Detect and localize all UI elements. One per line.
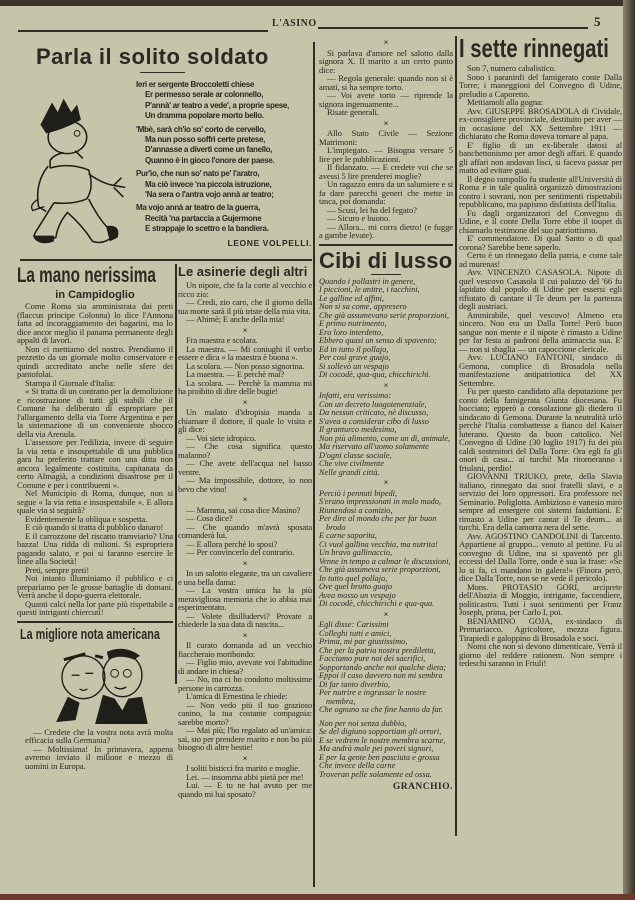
paragraph: Perciò i pennuti bipedi, bbox=[319, 488, 398, 498]
section-rule bbox=[20, 259, 312, 261]
paragraph: Ma andrà male pei poveri signori, bbox=[319, 744, 434, 753]
section-separator: × bbox=[242, 324, 248, 335]
paragraph: E' commendatore. Di qual Santo o di qual corona? Sarebbe bene saperlo. bbox=[459, 233, 622, 252]
paragraph: — La vostra amica ha la più meravigliosa memoria che io abbia mai esperimentato. bbox=[178, 585, 312, 612]
paragraph: Di cocodè, chicchirichi e qua-qua. bbox=[319, 599, 435, 608]
paragraph: Quando i pollastri in genere, bbox=[319, 276, 416, 286]
paragraph: E' figlio di un ex-liberale datosi al banchettonismo per amor degli affari. E quando gli affari non andavan lisci, si faceva passar per matto ad evitare guai. bbox=[459, 139, 622, 175]
poem-line: Er permesso serale ar colonnello, bbox=[145, 90, 264, 100]
column-three bbox=[319, 36, 453, 793]
paragraph: Stampa il Giornale d'Italia: bbox=[25, 377, 116, 388]
column-rule bbox=[313, 42, 315, 887]
paragraph: Si sollevò un vespajo bbox=[319, 361, 389, 371]
paragraph: — Scusi, lei ha del fegato? bbox=[327, 204, 417, 215]
paragraph: In tutto quel pollajo, bbox=[319, 573, 388, 583]
paragraph: Ed in tutto il pollajo, bbox=[319, 344, 389, 354]
paragraph: Mons. PROTASIO GORI, arciprete dell'Abazia di Moggio, intrigante, faccendiere, politicastro. Tutti i suoi sentimenti per Franz Joseph, prima, per Carlo I, poi. bbox=[459, 581, 622, 617]
paragraph: Che ognuno sa che fine hanno da far. bbox=[319, 705, 443, 714]
cartoon-two-men bbox=[45, 646, 155, 726]
paragraph: BENIAMINO GOJA, ex-sindaco di Premariacco. Agricoltore, mezza figura. Tirapiedi e galoppino di Brosadola e soci. bbox=[459, 615, 622, 643]
page-bottom-edge bbox=[0, 894, 635, 900]
article-title: Le asinerie degli altri bbox=[178, 264, 308, 279]
poem-author: LEONE VOLPELLI. bbox=[227, 237, 312, 248]
article-cibi-di-lusso bbox=[319, 249, 453, 794]
paragraph: — No, ma ci ho condotto moltissime persone in carrozza. bbox=[178, 674, 312, 693]
page-binding-edge bbox=[623, 0, 635, 900]
paragraph: Infatti, era verissimo: bbox=[319, 391, 392, 400]
header-rule-left bbox=[18, 30, 268, 32]
paragraph: Fu dagli organizzatori del Convegno di Udine, e il conte Della Torre ebbe il toupet di chiamarlo testimone del suo patriottismo. bbox=[459, 207, 622, 235]
paragraph: Ci vuol gallina vecchia, ma nutrita! bbox=[319, 539, 438, 549]
section-rule bbox=[17, 621, 173, 623]
poem-stanza bbox=[136, 203, 312, 234]
poem-line: Ma ciò invece 'na piccola istruzione, bbox=[145, 179, 272, 189]
section-separator: × bbox=[242, 557, 248, 568]
paragraph: Il fidanzato. — E credete voi che se avessi 5 lire prenderei moglie? bbox=[319, 162, 453, 181]
paragraph: S'avea a considerar cibo di lusso bbox=[319, 416, 429, 426]
article-title: La migliore nota americana bbox=[20, 625, 160, 643]
paragraph: Fu per questo candidato alla deputazione per conto della famigerata Giunta diocesana. Fu bocciato; epperò a consolazione gli diedero il sindacato di Gemona. Durante la neutralità urlò perchè l'Italia combattesse a fianco del Kaiser luterano. Questo da buon cattolico. Nel Convegno di Udine (30 luglio 1917) fu dei più caldi sostenitori del Dalla Torre. Ora egli fa gli onori di casa... ai turchi! Ma ritorneranno i friulani, perdio! bbox=[459, 386, 622, 473]
section-separator: × bbox=[383, 37, 389, 47]
section-separator: × bbox=[242, 396, 248, 407]
poem-line: E strappaje lo scettro e la bandiera. bbox=[145, 224, 269, 234]
article-title: I sette rinnegati bbox=[459, 33, 609, 63]
paragraph: Il degno rampollo fu studente all'Università di Roma e in tale qualità organizzò dimostrazioni contro i sovrani, non per sentimenti rispettabili repubblicano, ma papismo disfattista dell'Italia. bbox=[459, 173, 622, 209]
paragraph: In un salotto elegante, tra un cavaliere e una bella dama: bbox=[178, 568, 312, 587]
poem-stanza bbox=[136, 80, 312, 122]
poem-stanzas bbox=[136, 80, 312, 235]
header-rule-right bbox=[318, 27, 588, 29]
article-mano-nerissima bbox=[17, 264, 173, 617]
paragraph: Mettiamoli alla gogna: bbox=[467, 97, 544, 107]
paragraph: Egli disse: Carissimi bbox=[319, 620, 389, 629]
article-body bbox=[178, 281, 312, 798]
paragraph: L'assessore per l'edilizia, invece di seguire la via retta e insospettabile di una pubblica gara ha preferito trattare con una ditta non ancora legalmente costituita, capitanata da certo Almagià, a condizioni disastrose per il Comune e per i contribuenti ». bbox=[17, 437, 173, 490]
paragraph: — Credete che la vostra nota avrà molta efficacia sulla Germania? bbox=[25, 726, 173, 745]
paragraph: Non si sa come, appresero bbox=[319, 302, 407, 311]
paragraph: Che già assumeva serie proporzioni, bbox=[319, 565, 441, 574]
paragraph: E il carrozzone del riscatto tramviario? Una bazza! Una ridda di milioni. Si espropriera pagando salato, e poi si faranno esercire le linee alla Società! bbox=[17, 530, 173, 566]
paragraph: Avv. AGOSTINO CANDOLINI di Tarcento. Appartiene al gruppo... venuto al pettine. Fu al convegno di Udine, ma si spaventò per gli eccessi del Dalla Torre, onde è sua la frase: «Se lo si fa, ci mandano in galera!» (Finora però, dice Dalla Torre, non se ne vede il pericolo). bbox=[459, 530, 622, 583]
paragraph: Avv. GIUSEPPE BROSADOLA di Cividale, ex-consigliere provinciale, destituito per aver — in occasione del XX Settembre 1911 — dichiarato che Roma doveva tornare al papa. bbox=[459, 105, 622, 141]
paragraph: La maestra. — Mi coniughi il verbo essere e dica « la maestra è buona ». bbox=[178, 343, 312, 362]
paragraph: Ammirabile, quel vescovo! Almeno era sincero. Non era un Dalla Torre! Però buon sangue non mente e il nipote è rimasto a Udine per far festa ai padroni della animaccia sua. E' — non si sbaglia — un capoccione clericale. bbox=[459, 309, 622, 354]
paragraph: La maestra. — E perchè mai? bbox=[186, 369, 285, 379]
paragraph: Non per noi senza dubbio, bbox=[319, 718, 407, 728]
paragraph: — Moltissima! In primavera, appena avremo inviato il milione e mezzo di uomini in Europa. bbox=[25, 743, 173, 771]
paragraph: E per la gente ben pasciuta e grossa bbox=[319, 752, 440, 762]
paragraph: Si parlava d'amore nel salotto dalla signora X. Il marito a un certo punto dice: bbox=[319, 47, 453, 75]
article-body bbox=[17, 302, 173, 617]
paragraph: Di cocodè, qua-qua, chicchirichi. bbox=[319, 370, 431, 379]
paragraph: Per nutrire e ingrassar le nostre membra, bbox=[319, 688, 427, 706]
poem-body bbox=[319, 278, 453, 780]
section-separator: × bbox=[383, 478, 389, 487]
paragraph: — Ahimè; E anche della mia! bbox=[186, 314, 285, 324]
column-rule bbox=[175, 264, 177, 684]
section-separator: × bbox=[383, 609, 389, 619]
paragraph: Che vive civilmente bbox=[319, 459, 384, 468]
paragraph: GIOVANNI TRIUKO, prete, della Slavia italiano, rinnegato dai suoi fratelli slavi, e a servizio dei loro oppressori. Era professore nel Seminario. Poliglotta. Ambizioso e vanesio mirò sempre ad emergere coi sistemi faiduttiani. E' rimasto a Udine per cantar il Te deum... ai turchi. Era della camorra nera del sette. bbox=[459, 471, 622, 532]
paragraph: Un nipote, che fa la corte al vecchio e ricco zio: bbox=[178, 280, 312, 299]
article-title: Cibi di lusso bbox=[319, 247, 453, 273]
poem-line: 'Na sera o l'antra vojo annà ar teatro; bbox=[145, 190, 274, 200]
soldier-illustration bbox=[25, 88, 133, 253]
paragraph: Nomi che non si devono dimenticare. Verrà il giorno del reddere rationem. Non sempre i tedeschi saranno in Friuli! bbox=[459, 641, 622, 668]
paragraph: Fra maestra e scolara. bbox=[186, 335, 258, 345]
section-separator: × bbox=[242, 752, 248, 763]
paragraph: — E allora perchè lo sposi? bbox=[186, 538, 278, 549]
paragraph: « Si tratta di un contratto per la demolizione e ricostruzione di tutti gli stabili che il Comune ha deliberato di espropriare per l'allargamento della via Torre Argentina e per la sistemazione di un conveniente sbocco della via Arenula. bbox=[17, 386, 173, 439]
paragraph: — Che quando m'avrà sposata comanderà lui. bbox=[178, 521, 312, 540]
paragraph: Di far tanto diverbio, bbox=[319, 679, 390, 689]
paragraph: Avea mosso un vespajo bbox=[319, 590, 396, 600]
paragraph: Troveran pelle solamente ed ossa. bbox=[319, 769, 432, 779]
paragraph: Con un decreto luogotenenziale, bbox=[319, 399, 427, 409]
paragraph: Certo è un rinnegato della patria, e come tale ad murenas! bbox=[459, 250, 622, 269]
paragraph: Quanti calci nella lor parte più rispettabile a questi intriganti chiercuti! bbox=[17, 598, 173, 617]
article-title: La mano nerissima bbox=[17, 264, 156, 287]
paragraph: — Voi siete idropico. bbox=[186, 432, 257, 443]
paragraph: Non ci mettiamo del nostro. Prendiamo il pezzetto da un giornale molto conservatore e quindi accreditato anche nelle sfere dei pantofolai. bbox=[17, 343, 173, 379]
paragraph: E se vedrem le nostre membra scarne, bbox=[319, 735, 446, 745]
paragraph: — Sicuro e buono. bbox=[327, 213, 391, 223]
paragraph: Un malato d'idropisia manda a chiamare il dottore, il quale lo visita e gli dice: bbox=[178, 407, 312, 434]
article-rinnegati bbox=[459, 32, 622, 668]
paragraph: Sono i paraninfi del famigerato conte Dalla Torre; i maneggioni del Convegno di Udine, preludio a Caporetto. bbox=[459, 71, 622, 99]
section-separator: × bbox=[383, 380, 389, 390]
paragraph: La scolara. — Non posso signorina. bbox=[186, 360, 305, 371]
section-rule bbox=[319, 244, 453, 246]
paragraph: Avv. VINCENZO CASASOLA. Nipote di quel vescovo Casasola il cui palazzo del '66 fu lapidato dal popolo di Udine per essersi egli rifiutato di cantare il Te deum per la partenza degli austriaci. bbox=[459, 267, 622, 311]
paragraph: Ma riservato all'uomo solamente bbox=[319, 442, 429, 451]
anecdotes-column bbox=[319, 38, 453, 240]
paragraph: — Che avete dell'acqua nel basso ventre. bbox=[178, 458, 312, 477]
poem-author: GRANCHIO. bbox=[392, 782, 453, 792]
article-body bbox=[459, 64, 622, 668]
paragraph: Che già assumevano serie proporzioni, bbox=[319, 310, 449, 320]
paragraph: Lui. — E tu ne hai avuto per me quando mi hai sposato? bbox=[178, 780, 312, 799]
paragraph: I soliti bisticci fra marito e moglie. bbox=[186, 763, 300, 773]
paragraph: Per dire al mondo che per far buon brodo bbox=[319, 514, 437, 532]
paragraph: Son 7, numero cabalistico. bbox=[467, 63, 556, 73]
paragraph: Che per la patria nostra prediletta, bbox=[319, 645, 436, 655]
cartoon-caption bbox=[17, 728, 173, 771]
paragraph: — Per convincerlo del contrario. bbox=[186, 547, 295, 557]
paragraph: Risate generali. bbox=[327, 107, 379, 117]
paragraph: Lei. — insomma abbi pietà per me! bbox=[186, 771, 304, 782]
paragraph: S'erano impressionati in malo modo, bbox=[319, 497, 442, 506]
poem-line: Ma nun posso soffrì certe pretese, bbox=[145, 135, 266, 145]
poem-stanza bbox=[136, 169, 312, 200]
paragraph: — Mamma, sai cosa dice Masino? bbox=[186, 504, 301, 515]
paragraph: Riunendosi a comizio, bbox=[319, 505, 393, 515]
poem-line: Pur'io, che nun so' nato pe' l'aratro, bbox=[136, 169, 260, 179]
poem-line: D'annasse a divertì come un fanello, bbox=[145, 145, 273, 155]
paragraph: — Volete disilludervi? Provate a chiederle la sua data di nascita... bbox=[178, 610, 312, 629]
paragraph: Ebbero quasi un senso di spavento; bbox=[319, 336, 437, 345]
page-top-edge bbox=[0, 0, 635, 6]
title-underline bbox=[371, 274, 401, 275]
column-one bbox=[17, 264, 173, 770]
paragraph: Che invece della carne bbox=[319, 761, 396, 770]
paragraph: Avv. LUCIANO FANTONI, sindaco di Gemona, complice di Brosadola nella manifestazione antipatriottica del XX Settembre. bbox=[459, 352, 622, 388]
article-subtitle: in Campidoglio bbox=[55, 289, 135, 301]
title-underline bbox=[140, 72, 185, 73]
paragraph: Un ragazzo entra da un salumiere e si fa dare parecchi generi che mette in tasca, poi domanda: bbox=[319, 179, 453, 206]
paragraph: Per così grave guajo, bbox=[319, 353, 391, 362]
column-rule bbox=[455, 36, 457, 836]
paragraph: D'ogni classe sociale, bbox=[319, 450, 392, 460]
paragraph: Da nessun criticato, nè discusso, bbox=[319, 408, 429, 417]
page-number: 5 bbox=[594, 14, 601, 29]
paragraph: — Ma impossibile, dottore, io non bevo che vino! bbox=[178, 475, 312, 494]
paragraph: Preti, sempre preti! bbox=[25, 564, 90, 575]
paragraph: Non più alimento, come un dì, animale, bbox=[319, 433, 451, 443]
paragraph: Il curato domanda ad un vecchio fiaccheraio moribondo: bbox=[178, 640, 312, 659]
paragraph: — Non vedo più il tuo grazioso canino, la tua costante compagnia: sarebbe morto? bbox=[178, 699, 312, 727]
paragraph: — Voi avete torto — riprende la signora ingenuamente... bbox=[319, 90, 453, 109]
paragraph: Evidentemente la obliqua e sospetta. bbox=[25, 513, 148, 524]
paragraph: Eppoi il caso davvero non mi sembra bbox=[319, 671, 443, 680]
paragraph: — Cosa dice? bbox=[186, 513, 233, 523]
paragraph: Allo Stato Civile — Sezione Matrimoni: bbox=[319, 128, 453, 147]
paragraph: — Che cosa significa questo malanno? bbox=[178, 441, 312, 460]
paragraph: — Regola generale: quando non si è amati, si ha sempre torto. bbox=[319, 73, 453, 92]
section-separator: × bbox=[242, 494, 248, 504]
paragraph: Era loro interdetto, bbox=[319, 327, 384, 337]
poem-line: Recità 'na partaccia a Gujermone bbox=[145, 213, 262, 223]
paragraph: — Mai più; l'ho regalato ad un'amica: sai, sto per prendere marito e non ho più bisogno di altre bestie! bbox=[178, 725, 312, 752]
poem-line: Quanno è in gioco l'onore der paese. bbox=[145, 155, 275, 165]
paragraph: E ciò quando si tratta di pubblico danaro! bbox=[25, 522, 164, 532]
article-asinerie bbox=[178, 263, 312, 798]
paragraph: L'impiegato. — Bisogna versare 5 lire per le pubblicazioni. bbox=[319, 145, 453, 164]
section-separator: × bbox=[242, 629, 248, 640]
poem-line: 'Mbè, sarà ch'io so' corto de cervello, bbox=[136, 124, 266, 134]
article-nota-americana bbox=[17, 626, 173, 771]
paragraph: Colleghi tutti e amici, bbox=[319, 628, 392, 638]
paragraph: Come Roma sia amministrata dai preti (flaccus principe Colonna) lo dice l'Annona fatta ad incoraggiamento dei bagarini, ma lo dice ancor meglio il panama permanente degli appalti di lavori. bbox=[17, 301, 173, 345]
paragraph: Le galline ed affini, bbox=[319, 293, 384, 303]
paragraph: Facciamo pure noi dei sacrifici, bbox=[319, 654, 426, 663]
paragraph: Un bravo gallinaccio, bbox=[319, 548, 393, 557]
poem-line: P'annà' ar teatro a vede', a proprie spese, bbox=[145, 100, 289, 110]
paragraph: Venne in tempo a calmar le discussioni, bbox=[319, 556, 451, 566]
poem-line: Ma vojo annà ar teatro de la guerra, bbox=[136, 203, 260, 213]
poem-text bbox=[136, 80, 312, 249]
paragraph: L'amica di Ernestina le chiede: bbox=[186, 691, 288, 701]
paragraph: I piccioni, le anitre, i tacchini, bbox=[319, 285, 420, 294]
running-title: L'ASINO bbox=[272, 18, 317, 29]
paragraph: — Figlio mio, avevate voi l'abitudine di andare in chiesa? bbox=[178, 657, 312, 676]
poem-line: Ieri er sergente Broccoletti chiese bbox=[136, 80, 255, 89]
paragraph: Noi intanto illuminiamo il pubblico e ci prepariamo per le grosse battaglie di domani. Verrà anche il dopo-guerra elettorale. bbox=[17, 573, 173, 600]
paragraph: E primo nutrimento, bbox=[319, 319, 387, 328]
paragraph: Ove quel brutto guajo bbox=[319, 582, 393, 591]
paragraph: Se del digiuno sopportiam gli orrori, bbox=[319, 727, 442, 736]
section-separator: × bbox=[383, 117, 389, 128]
paragraph: La scolara. — Perchè la mamma mi ha proibito di dire delle bugie! bbox=[178, 377, 312, 396]
poem-line: Un dramma popolare morto bello. bbox=[145, 111, 264, 121]
paragraph: Il granturco medesimo, bbox=[319, 425, 397, 434]
article-title: Parla il solito soldato bbox=[36, 44, 269, 69]
paragraph: Nelle grandi città. bbox=[319, 467, 380, 477]
paragraph: Nel Municipio di Roma, dunque, non si segue « la via retta e insospettabile ». E allora quale via si seguirà? bbox=[17, 488, 173, 515]
poem-stanza bbox=[136, 125, 312, 167]
paragraph: — Allora... mi corra dietro! (e fugge a gambe levate). bbox=[319, 221, 453, 240]
paragraph: — Credi, zio caro, che il giorno della tua morte sarà il più triste della mia vita. bbox=[178, 297, 312, 316]
paragraph: Prima, mi par giustissimo, bbox=[319, 637, 408, 646]
paragraph: Sopportando anche noi qualche dieta; bbox=[319, 662, 447, 672]
paragraph: E carne saporita, bbox=[319, 531, 377, 540]
